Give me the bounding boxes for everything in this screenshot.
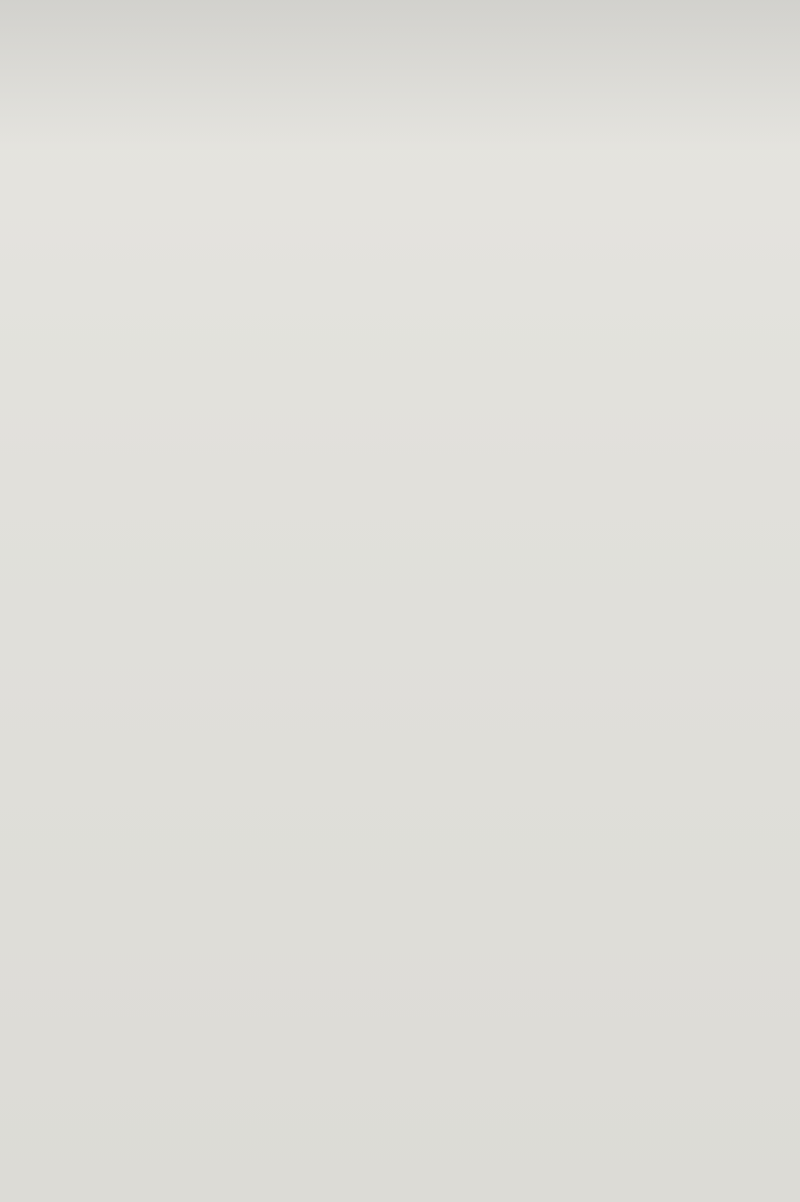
bleed-through-shadow: [0, 0, 800, 150]
table-of-contents: [40, 160, 740, 170]
